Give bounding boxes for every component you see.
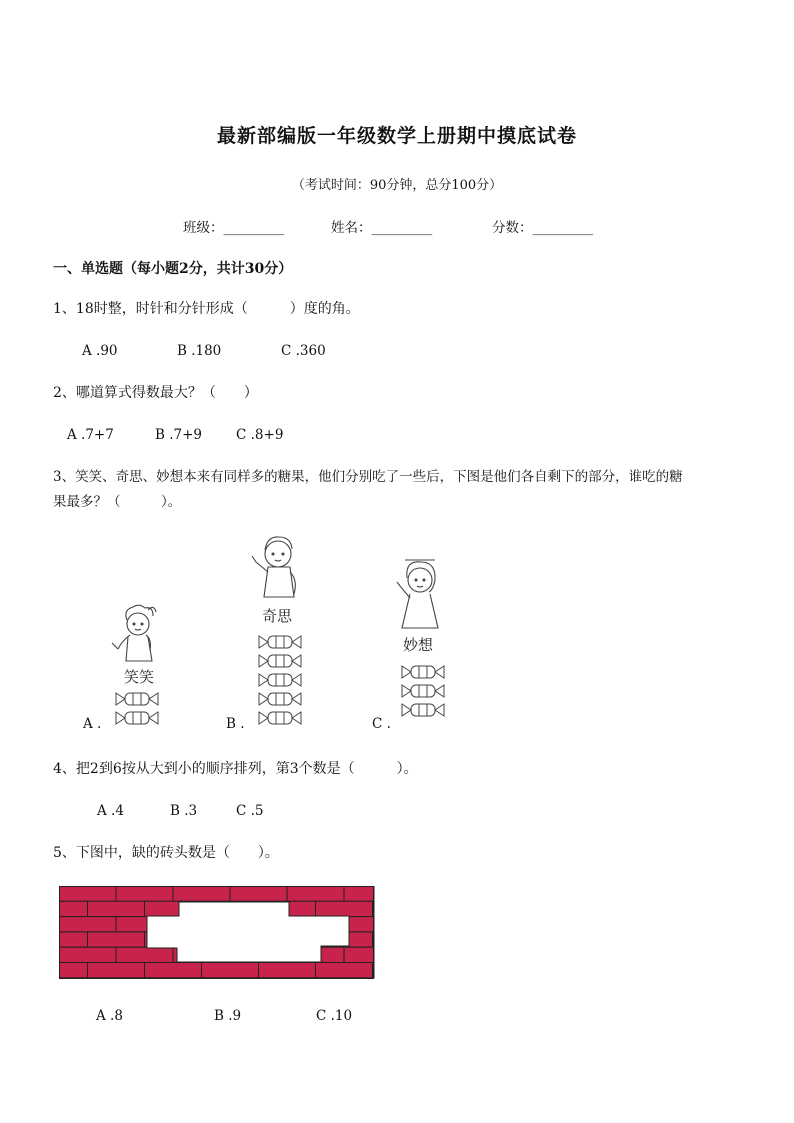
question-1: 1、18时整，时针和分针形成（ ）度的角。 [53,301,360,317]
brick [59,901,88,916]
candy-icon [402,704,444,716]
qisi-candies [259,636,301,724]
candy-icon [116,712,158,724]
qisi-label: 奇思 [262,607,293,625]
q5-option-b: B .9 [214,1008,242,1024]
question-3-line2: 果最多？（ ）。 [53,494,182,510]
brick [316,963,373,978]
q3-option-b: B . [226,716,245,732]
brick [145,963,202,978]
class-field [183,216,284,236]
brick [116,886,173,901]
score-label: 分数： [492,220,533,236]
brick [59,963,88,978]
candy-icon [402,666,444,678]
name-blank: _________ [371,220,433,236]
q2-option-b: B .7+9 [155,427,202,443]
xiaoxiao-label: 笑笑 [124,668,155,686]
candy-icon [259,636,301,648]
candy-figure [80,532,480,732]
brick [88,963,145,978]
exam-info: （考试时间：90分钟，总分100分） [291,178,503,193]
brick [88,932,145,947]
class-label: 班级： [183,220,224,236]
miaoxiang-candies [402,666,444,716]
score-field [492,216,593,236]
brick [287,886,344,901]
candy-icon [402,685,444,697]
q1-option-a: A .90 [82,343,118,359]
brick [59,886,116,901]
q3-option-a: A . [83,716,102,732]
q3-option-c: C . [372,716,391,732]
brick [230,886,287,901]
q1-option-c: C .360 [281,343,326,359]
question-4: 4、把2到6按从大到小的顺序排列，第3个数是（ ）。 [53,761,418,777]
score-blank: _________ [532,220,594,236]
q5-option-c: C .10 [316,1008,353,1024]
candy-icon [116,693,158,705]
q2-option-c: C .8+9 [236,427,284,443]
name-field [331,216,432,236]
candy-icon [259,674,301,686]
miaoxiang-illustration [397,560,438,628]
xiaoxiao-illustration [112,605,156,661]
candy-icon [259,712,301,724]
brick [116,947,173,962]
q5-option-a: A .8 [96,1008,123,1024]
brick [344,947,374,962]
candy-icon [259,693,301,705]
qisi-illustration [252,537,295,597]
q4-option-a: A .4 [97,803,124,819]
question-3-line1: 3、笑笑、奇思、妙想本来有同样多的糖果，他们分别吃了一些后，下图是他们各自剩下的部分，谁吃的糖 [53,469,683,485]
brick [88,901,145,916]
class-blank: _________ [223,220,285,236]
xiaoxiao-candies [116,693,158,724]
brick [173,886,230,901]
question-2: 2、哪道算式得数最大？（ ） [53,385,258,401]
brick [259,963,316,978]
q1-option-b: B .180 [177,343,222,359]
page-title: 最新部编版一年级数学上册期中摸底试卷 [216,125,577,147]
name-label: 姓名： [331,220,372,236]
section-heading: 一、单选题（每小题2分，共计30分） [53,261,293,277]
q4-option-b: B .3 [170,803,198,819]
q4-option-c: C .5 [236,803,264,819]
brick [59,947,116,962]
brick [59,917,116,932]
brick [316,901,373,916]
brick [344,886,374,901]
miaoxiang-label: 妙想 [403,636,434,654]
candy-icon [259,655,301,667]
brick [202,963,259,978]
brick [59,932,88,947]
question-5: 5、下图中，缺的砖头数是（ ）。 [53,845,279,861]
brick-wall-figure [59,886,375,980]
q2-option-a: A .7+7 [67,427,114,443]
